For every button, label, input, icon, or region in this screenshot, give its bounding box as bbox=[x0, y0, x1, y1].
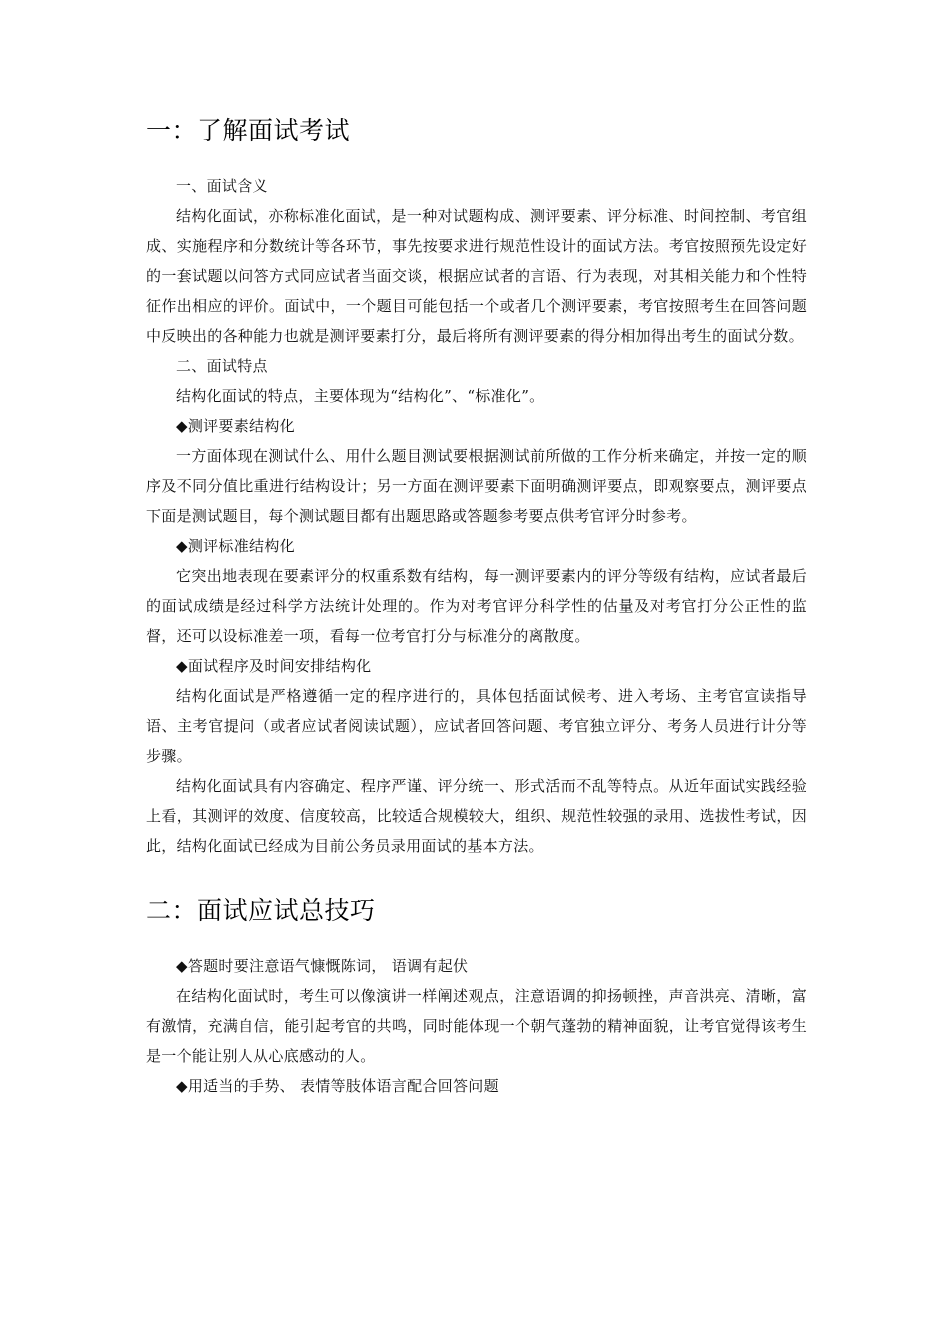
bullet-heading-tone: ◆答题时要注意语气慷慨陈词， 语调有起伏 bbox=[176, 957, 469, 975]
paragraph-elements: 一方面体现在测试什么、用什么题目测试要根据测试前所做的工作分析来确定，并按一定的顺序及不同分值比重进行结构设计；另一方面在测评要素下面明确测评要点，即观察要点，测评要点下面是测试题目，每个测试题目都有出题思路或答题参考要点供考官评分时参考。 bbox=[146, 447, 807, 525]
section-heading-interview-skills: 二：面试应试总技巧 bbox=[146, 896, 376, 925]
paragraph-summary: 结构化面试具有内容确定、程序严谨、评分统一、形式活而不乱等特点。从近年面试实践经验上看，其测评的效度、信度较高，比较适合规模较大，组织、规范性较强的录用、选拔性考试，因此，结构化面试已经成为目前公务员录用面试的基本方法。 bbox=[146, 777, 807, 855]
bullet-heading-elements: ◆测评要素结构化 bbox=[176, 417, 295, 435]
subheading-interview-meaning: 一、面试含义 bbox=[176, 177, 268, 195]
bullet-heading-procedure: ◆面试程序及时间安排结构化 bbox=[176, 657, 372, 675]
paragraph-features-intro: 结构化面试的特点，主要体现为“结构化”、“标准化”。 bbox=[176, 387, 545, 405]
bullet-heading-gestures: ◆用适当的手势、 表情等肢体语言配合回答问题 bbox=[176, 1077, 499, 1095]
paragraph-standards: 它突出地表现在要素评分的权重系数有结构，每一测评要素内的评分等级有结构，应试者最后的面试成绩是经过科学方法统计处理的。作为对考官评分科学性的估量及对考官打分公正性的监督，还可以设标准差一项，看每一位考官打分与标准分的离散度。 bbox=[146, 567, 807, 645]
bullet-heading-standards: ◆测评标准结构化 bbox=[176, 537, 295, 555]
subheading-interview-features: 二、面试特点 bbox=[176, 357, 268, 375]
section-heading-understand-interview: 一：了解面试考试 bbox=[146, 116, 351, 145]
paragraph-procedure: 结构化面试是严格遵循一定的程序进行的，具体包括面试候考、进入考场、主考官宣读指导语、主考官提问（或者应试者阅读试题），应试者回答问题、考官独立评分、考务人员进行计分等步骤。 bbox=[146, 687, 807, 765]
paragraph-definition: 结构化面试，亦称标准化面试，是一种对试题构成、测评要素、评分标准、时间控制、考官组成、实施程序和分数统计等各环节，事先按要求进行规范性设计的面试方法。考官按照预先设定好的一套试题以问答方式同应试者当面交谈，根据应试者的言语、行为表现，对其相关能力和个性特征作出相应的评价。面试中，一个题目可能包括一个或者几个测评要素，考官按照考生在回答问题中反映出的各种能力也就是测评要素打分，最后将所有测评要素的得分相加得出考生的面试分数。 bbox=[146, 207, 807, 345]
paragraph-tone: 在结构化面试时，考生可以像演讲一样阐述观点，注意语调的抑扬顿挫，声音洪亮、清晰，富有激情，充满自信，能引起考官的共鸣，同时能体现一个朝气蓬勃的精神面貌，让考官觉得该考生是一个能让别人从心底感动的人。 bbox=[146, 987, 807, 1065]
